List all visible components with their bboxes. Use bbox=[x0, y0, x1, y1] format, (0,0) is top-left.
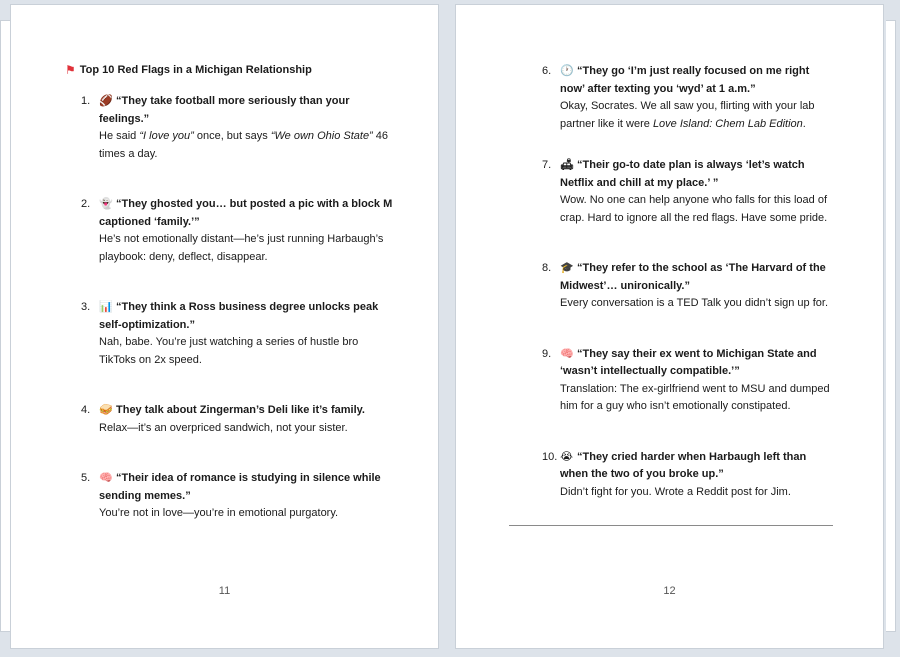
list-item bbox=[65, 299, 395, 369]
item-number: 5. bbox=[81, 472, 91, 484]
item-heading bbox=[99, 196, 395, 231]
item-description bbox=[560, 192, 836, 227]
item-heading bbox=[560, 346, 836, 381]
item-number: 6. bbox=[542, 65, 552, 77]
list-item bbox=[526, 260, 836, 313]
item-heading-text: “They think a Ross business degree unlocks peak self-optimization.” bbox=[99, 301, 379, 331]
description-text: He’s not emotionally distant—he’s just running Harbaugh’s playbook: deny, deflect, disappear. bbox=[99, 233, 384, 263]
description-text: Nah, babe. You’re just watching a series of hustle bro TikToks on 2x speed. bbox=[99, 336, 359, 366]
item-heading bbox=[99, 470, 395, 505]
document-title-text: Top 10 Red Flags in a Michigan Relationship bbox=[79, 64, 312, 76]
item-heading-text: “They ghosted you… but posted a pic with a block M captioned ‘family.’” bbox=[99, 198, 393, 228]
description-text: Okay, Socrates. We all saw you, flirting with your lab partner like it were bbox=[560, 100, 815, 130]
emoji-icon: 😭 bbox=[560, 450, 573, 463]
emoji-icon: 🛋 bbox=[560, 159, 574, 171]
list-item bbox=[526, 63, 836, 133]
emoji-icon: 🎓 bbox=[560, 262, 574, 274]
list-item bbox=[65, 470, 395, 523]
list-item bbox=[65, 196, 395, 266]
horizontal-rule bbox=[509, 525, 833, 526]
item-description bbox=[99, 128, 395, 163]
description-text: He said bbox=[99, 130, 140, 142]
red-flag-icon: ⚑ bbox=[65, 63, 76, 77]
emoji-icon: 📊 bbox=[99, 301, 113, 313]
item-number: 7. bbox=[542, 159, 552, 171]
item-number: 4. bbox=[81, 404, 91, 416]
list-item bbox=[526, 449, 836, 502]
description-text: Translation: The ex-girlfriend went to MSU and dumped him for a guy who isn’t emotionally constipated. bbox=[560, 382, 830, 412]
list-item bbox=[65, 93, 395, 163]
emoji-icon: 🧠 bbox=[560, 347, 574, 360]
item-description bbox=[560, 484, 836, 502]
item-heading bbox=[560, 157, 836, 192]
list-item bbox=[526, 157, 836, 227]
item-heading-text: “They say their ex went to Michigan State and ‘wasn’t intellectually compatible.’” bbox=[560, 347, 817, 377]
document-page-12 bbox=[455, 4, 884, 649]
italic-text: Love Island: Chem Lab Edition bbox=[652, 117, 803, 130]
item-heading bbox=[560, 63, 836, 98]
document-title bbox=[65, 63, 395, 77]
item-heading-text: “Their idea of romance is studying in silence while sending memes.” bbox=[99, 472, 381, 502]
item-heading-text: “They take football more seriously than your feelings.” bbox=[99, 95, 350, 125]
item-description bbox=[99, 231, 395, 266]
description-text: 46 times a day. bbox=[99, 130, 389, 160]
item-number: 1. bbox=[81, 95, 91, 107]
description-text: . bbox=[802, 117, 806, 130]
document-page-11 bbox=[10, 4, 439, 649]
item-heading-text: “Their go-to date plan is always ‘let’s watch Netflix and chill at my place.’ ” bbox=[560, 159, 805, 189]
item-description bbox=[560, 295, 836, 313]
item-description bbox=[99, 420, 395, 438]
item-heading-text: “They refer to the school as ‘The Harvard of the Midwest’… unironically.” bbox=[560, 262, 826, 292]
list-item bbox=[65, 402, 395, 437]
description-text: Relax—it’s an overpriced sandwich, not your sister. bbox=[99, 421, 348, 434]
item-heading bbox=[99, 299, 395, 334]
emoji-icon: 🕐 bbox=[560, 65, 574, 77]
item-heading-text: They talk about Zingerman’s Deli like it’s family. bbox=[116, 404, 365, 416]
item-description bbox=[99, 505, 395, 523]
item-heading bbox=[560, 449, 836, 484]
emoji-icon: 🥪 bbox=[99, 404, 113, 416]
item-heading bbox=[99, 93, 395, 128]
description-text: Didn’t fight for you. Wrote a Reddit post for Jim. bbox=[560, 485, 791, 498]
item-heading-text: “They go ‘I’m just really focused on me right now’ after texting you ‘wyd’ at 1 a.m.” bbox=[560, 65, 810, 95]
item-heading bbox=[99, 402, 395, 420]
description-text: Every conversation is a TED Talk you didn’t sign up for. bbox=[560, 297, 829, 309]
italic-text: “I love you” bbox=[139, 130, 194, 142]
item-number: 10. bbox=[542, 450, 558, 463]
item-description bbox=[560, 381, 836, 416]
description-text: Wow. No one can help anyone who falls for this load of crap. Hard to ignore all the red flags. Have some pride. bbox=[560, 194, 828, 224]
next-page-edge bbox=[886, 20, 896, 632]
page-content bbox=[65, 63, 395, 523]
item-heading bbox=[560, 260, 836, 295]
item-number: 2. bbox=[81, 198, 91, 210]
page-number: 12 bbox=[663, 585, 676, 597]
red-flags-list-page-12 bbox=[526, 63, 836, 501]
emoji-icon: 🏈 bbox=[99, 95, 113, 107]
item-number: 8. bbox=[542, 262, 552, 274]
list-item bbox=[526, 346, 836, 416]
item-number: 9. bbox=[542, 347, 552, 360]
previous-page-edge bbox=[0, 20, 10, 632]
item-heading-text: “They cried harder when Harbaugh left than when the two of you broke up.” bbox=[560, 450, 807, 480]
red-flags-list-page-11 bbox=[65, 93, 395, 523]
italic-text: “We own Ohio State” bbox=[270, 130, 373, 142]
item-number: 3. bbox=[81, 301, 91, 313]
emoji-icon: 🧠 bbox=[99, 472, 113, 484]
description-text: You’re not in love—you’re in emotional purgatory. bbox=[99, 507, 339, 519]
description-text: once, but says bbox=[193, 130, 271, 142]
item-description bbox=[99, 334, 395, 369]
page-number: 11 bbox=[218, 585, 231, 597]
item-description bbox=[560, 98, 836, 133]
emoji-icon: 👻 bbox=[99, 198, 113, 210]
page-content bbox=[526, 63, 836, 501]
